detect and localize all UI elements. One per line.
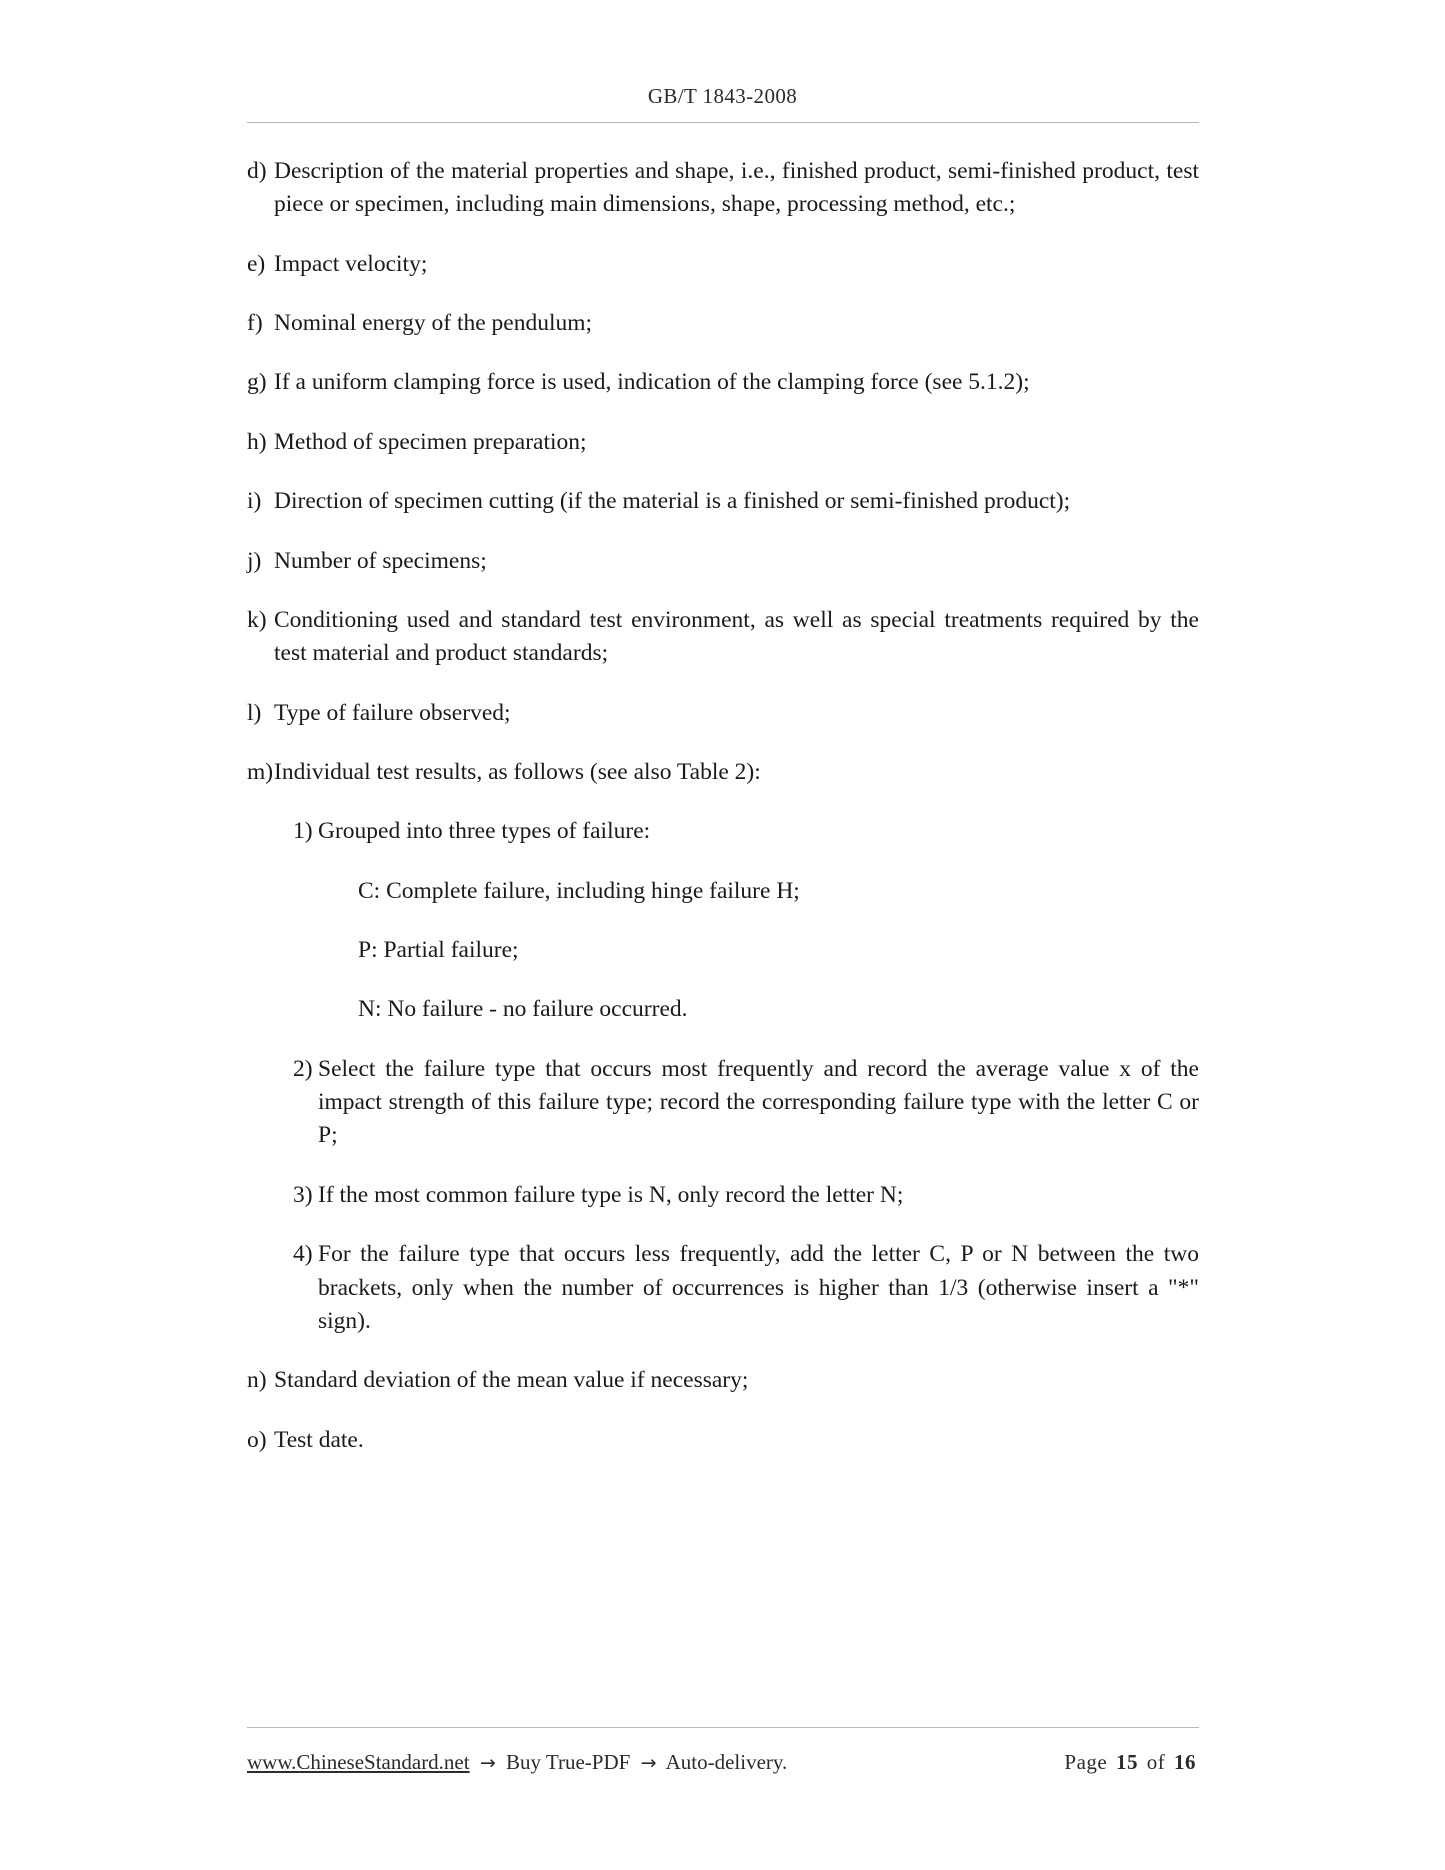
- marker-text: 2): [293, 1055, 313, 1082]
- footer-divider: [247, 1727, 1199, 1728]
- list-item: [333, 875, 1199, 908]
- list-item-marker: [247, 1424, 274, 1457]
- marker-text: e): [247, 250, 266, 277]
- of-label: of: [1146, 1750, 1166, 1774]
- list-item: [293, 1238, 1199, 1338]
- list-item-marker: [293, 815, 318, 848]
- arrow-right-icon-1: →: [479, 1752, 496, 1774]
- list-item-text: If a uniform clamping force is used, indication of the clamping force (see 5.1.2);: [274, 369, 1030, 396]
- list-item-text: P: Partial failure;: [358, 937, 519, 964]
- marker-text: 4): [293, 1241, 313, 1268]
- list-item-marker: [247, 366, 274, 399]
- page-footer: [247, 1750, 1199, 1775]
- current-page-number: 15: [1116, 1750, 1138, 1774]
- buy-pdf-label: Buy True-PDF: [506, 1750, 631, 1774]
- list-item-marker: [247, 1364, 274, 1397]
- list-item-text: Type of failure observed;: [274, 699, 511, 726]
- marker-text: g): [247, 369, 267, 396]
- list-item: [247, 697, 1199, 730]
- list-item-text: Standard deviation of the mean value if necessary;: [274, 1367, 749, 1394]
- list-item: [247, 248, 1199, 281]
- marker-text: f): [247, 310, 263, 337]
- arrow-right-icon-2: →: [640, 1752, 657, 1774]
- list-item-marker: [247, 426, 274, 459]
- marker-text: 3): [293, 1181, 313, 1208]
- list-item-text: Nominal energy of the pendulum;: [274, 310, 593, 337]
- list-item-marker: [247, 545, 274, 578]
- marker-text: n): [247, 1367, 267, 1394]
- list-item-text: Grouped into three types of failure:: [318, 818, 651, 845]
- list-item-marker: [293, 1053, 318, 1153]
- list-item: [247, 485, 1199, 518]
- marker-text: j): [247, 547, 262, 574]
- list-item: [293, 1179, 1199, 1212]
- page-label: Page: [1064, 1750, 1108, 1774]
- document-content: [247, 155, 1199, 1483]
- auto-delivery-label: Auto-delivery.: [665, 1750, 788, 1774]
- list-item-marker: [293, 1238, 318, 1338]
- list-item: [247, 756, 1199, 789]
- list-item-text: C: Complete failure, including hinge failure H;: [358, 877, 800, 904]
- list-item-text: Select the failure type that occurs most frequently and record the average value x of the impact strength of this failure type; record the corresponding failure type with the letter C or P;: [318, 1055, 1199, 1149]
- marker-text: m): [247, 758, 274, 785]
- site-url-link[interactable]: www.ChineseStandard.net: [247, 1750, 470, 1774]
- list-item: [333, 993, 1199, 1026]
- list-item-text: Direction of specimen cutting (if the material is a finished or semi-finished product);: [274, 488, 1071, 515]
- marker-text: o): [247, 1426, 267, 1453]
- footer-promo: [247, 1750, 1064, 1775]
- page-header: [0, 84, 1445, 109]
- list-item-text: Conditioning used and standard test environment, as well as special treatments required by the test material and product standards;: [274, 606, 1199, 667]
- list-item-marker: [247, 756, 274, 789]
- list-item-text: Method of specimen preparation;: [274, 428, 587, 455]
- list-item-marker: [333, 993, 358, 1026]
- list-item-text: For the failure type that occurs less frequently, add the letter C, P or N between the two brackets, only when the number of occurrences is higher than 1/3 (otherwise insert a "*" sign).: [318, 1241, 1199, 1334]
- list-item-text: If the most common failure type is N, only record the letter N;: [318, 1181, 904, 1208]
- marker-text: h): [247, 428, 267, 455]
- list-item: [247, 155, 1199, 222]
- list-item: [293, 815, 1199, 848]
- list-item-marker: [333, 934, 358, 967]
- list-item-marker: [247, 697, 274, 730]
- list-item-text: Test date.: [274, 1426, 364, 1453]
- list-item-marker: [333, 875, 358, 908]
- list-item-text: Description of the material properties and shape, i.e., finished product, semi-finished product, test piece or specimen, including main dimensions, shape, processing method, etc.;: [274, 158, 1199, 218]
- list-item: [247, 426, 1199, 459]
- marker-text: l): [247, 699, 262, 726]
- list-item-text: Number of specimens;: [274, 547, 487, 574]
- list-item: [247, 604, 1199, 671]
- marker-text: d): [247, 158, 267, 184]
- total-page-number: 16: [1174, 1750, 1196, 1774]
- list-item: [247, 1364, 1199, 1397]
- page-number-indicator: [1064, 1750, 1199, 1775]
- list-item-text: Impact velocity;: [274, 250, 428, 277]
- list-item-marker: [247, 155, 274, 222]
- list-item: [247, 307, 1199, 340]
- list-item: [293, 1053, 1199, 1153]
- list-item-marker: [293, 1179, 318, 1212]
- list-item: [247, 1424, 1199, 1457]
- marker-text: i): [247, 488, 262, 515]
- list-item-marker: [247, 485, 274, 518]
- list-item: [247, 366, 1199, 399]
- list-item-marker: [247, 604, 274, 671]
- list-item-marker: [247, 307, 274, 340]
- list-item-text: N: No failure - no failure occurred.: [358, 996, 688, 1023]
- list-item: [333, 934, 1199, 967]
- header-divider: [247, 122, 1199, 123]
- list-item-text: Individual test results, as follows (see also Table 2):: [274, 758, 761, 785]
- list-item-marker: [247, 248, 274, 281]
- marker-text: 1): [293, 818, 313, 845]
- list-item: [247, 545, 1199, 578]
- marker-text: k): [247, 606, 267, 633]
- standard-code: GB/T 1843-2008: [647, 84, 798, 108]
